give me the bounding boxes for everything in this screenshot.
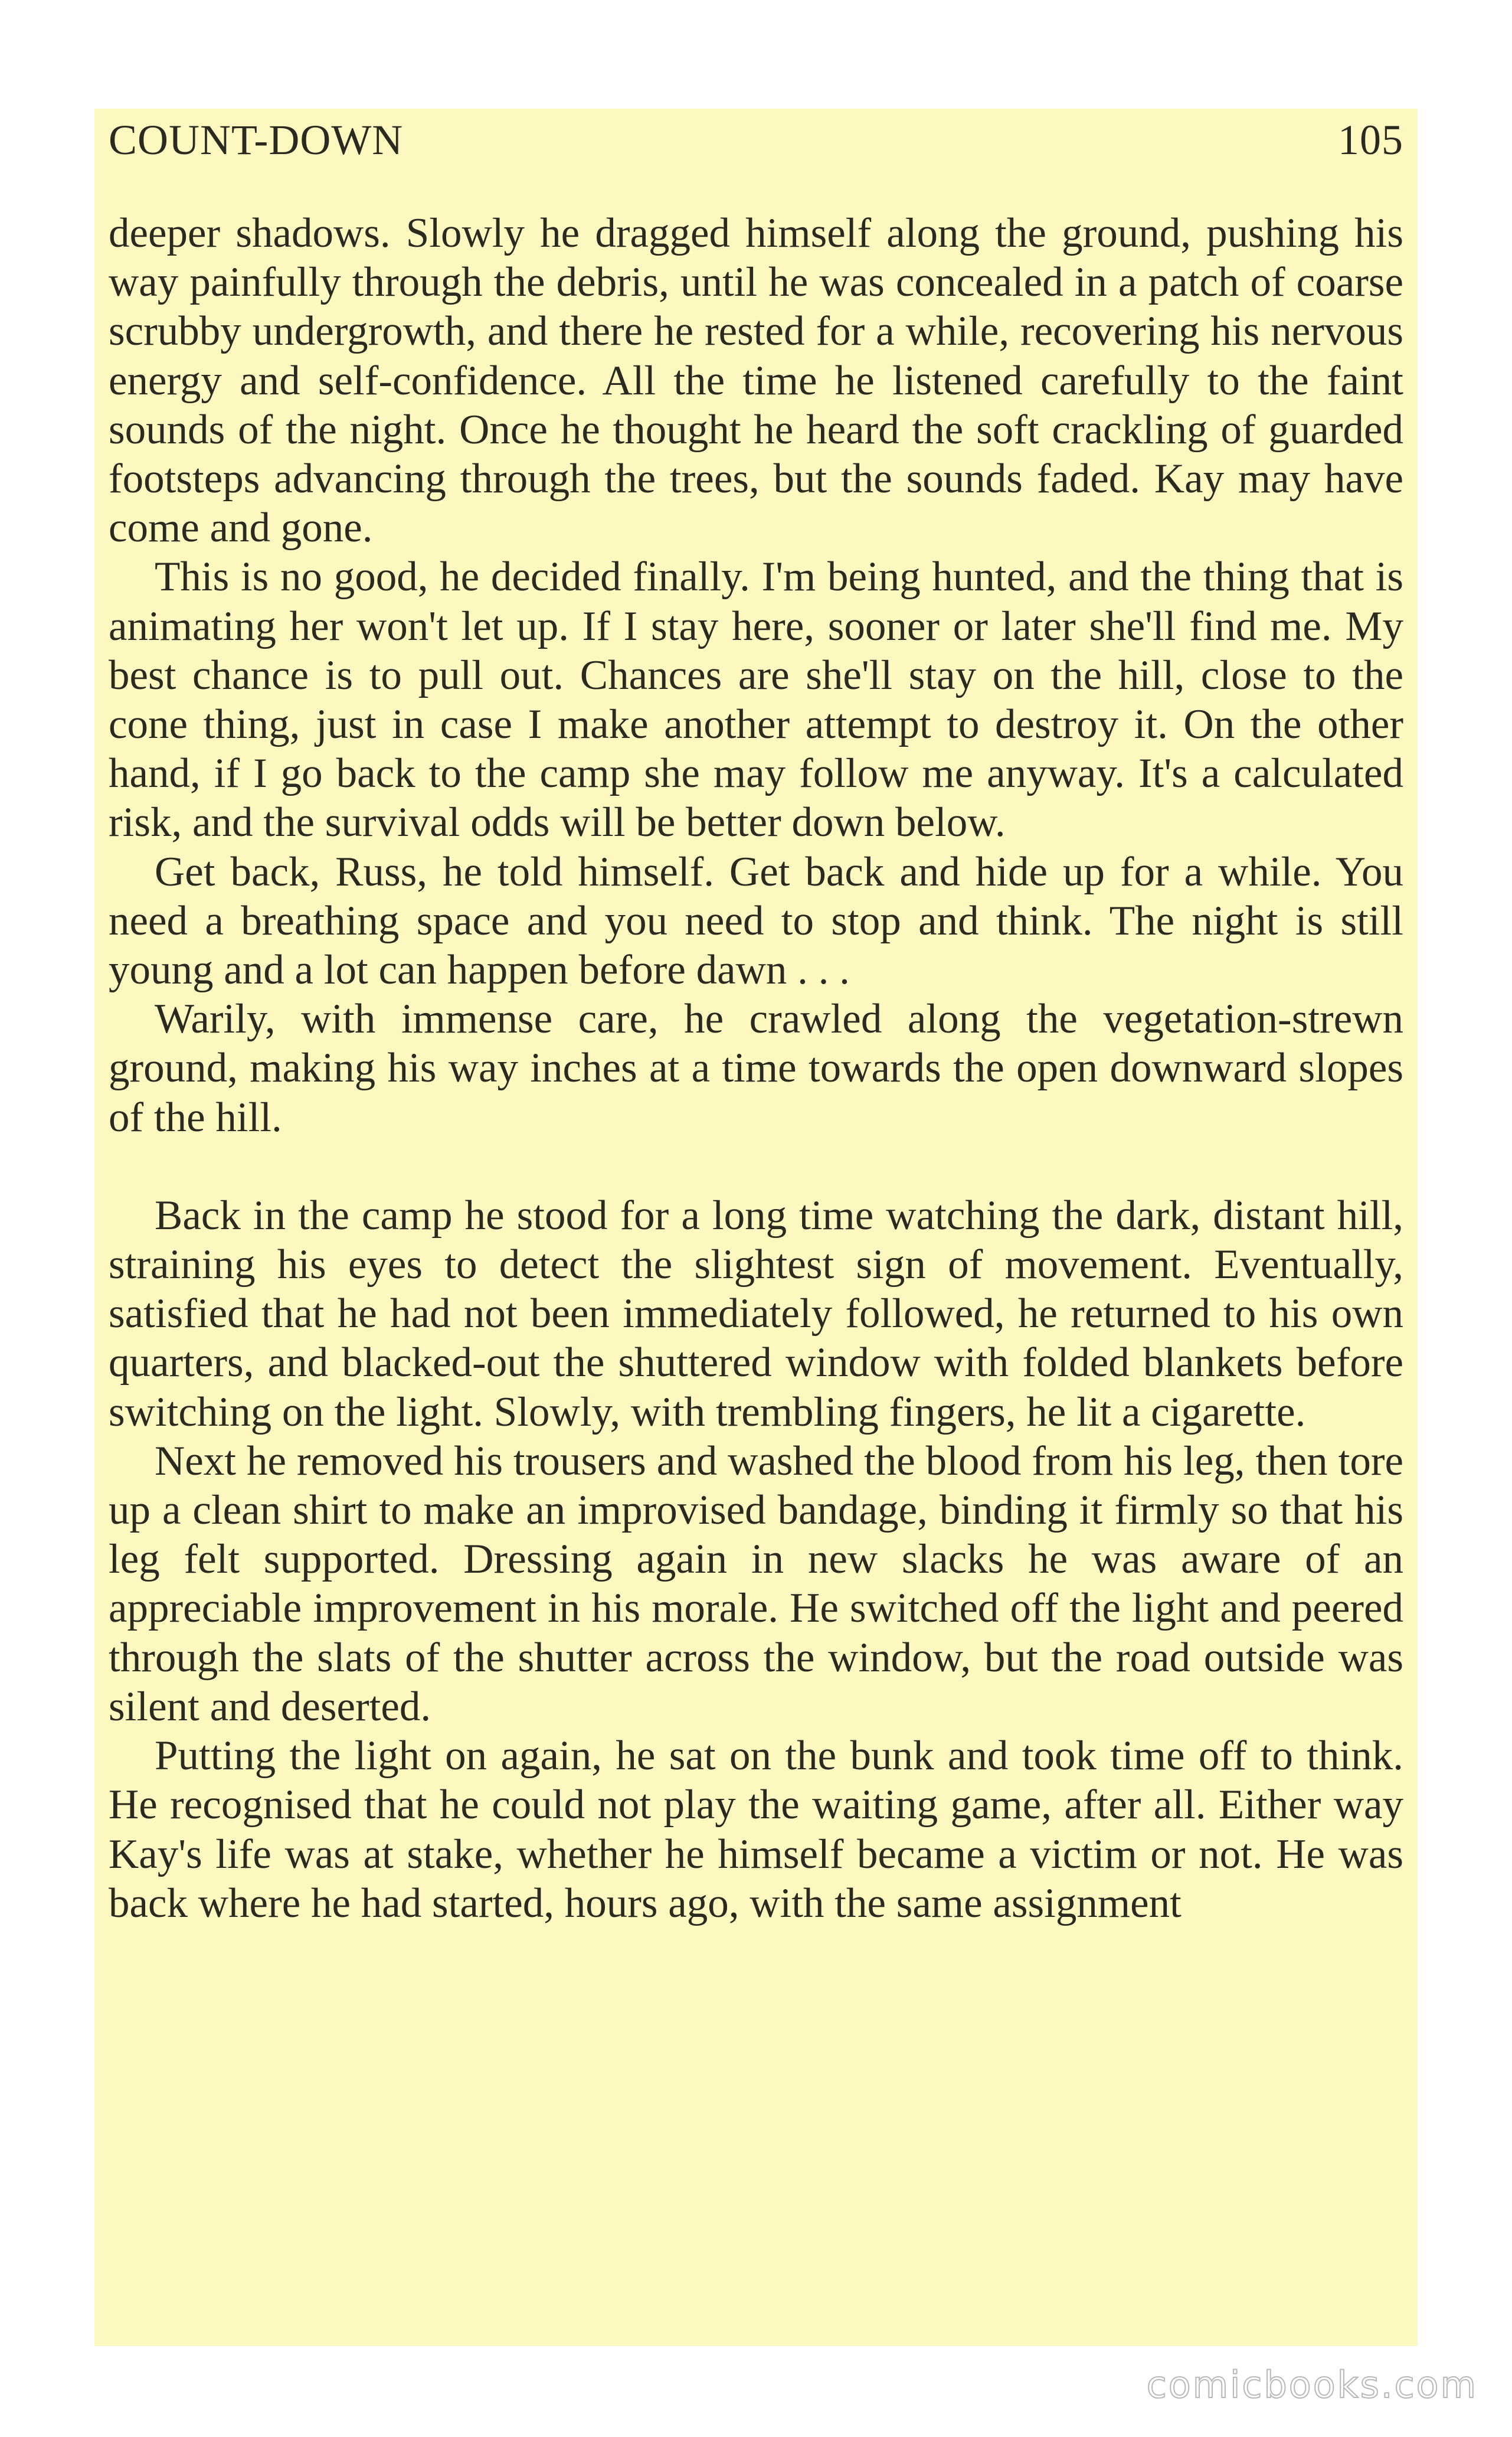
- paragraph: This is no good, he decided finally. I'm being hunted, and the thing that is animating her won't let up. If I stay here, sooner or later she'll find me. My best chance is to pull out. Chances are she'll stay on the hill, close to the cone thing, just in case I make another attempt to destroy it. On the other hand, if I go back to the camp she may follow me anyway. It's a calculated risk, and the survival odds will be better down below.: [109, 554, 1403, 846]
- body-text: [109, 209, 1403, 1928]
- paragraph: Putting the light on again, he sat on the bunk and took time off to think. He recognised that he could not play the waiting game, after all. Either way Kay's life was at stake, whether he himself became a victim or not. He was back where he had started, hours ago, with the same assignment: [109, 1733, 1403, 1926]
- book-page: [94, 109, 1418, 2346]
- paragraph: deeper shadows. Slowly he dragged himself along the ground, pushing his way painfully through the debris, until he was concealed in a patch of coarse scrubby undergrowth, and there he rested for a while, recovering his nervous energy and self-confidence. All the time he listened carefully to the faint sounds of the night. Once he thought he heard the soft crackling of guarded footsteps advancing through the trees, but the sounds faded. Kay may have come and gone.: [109, 210, 1403, 551]
- paragraph: Warily, with immense care, he crawled along the vegetation-strewn ground, making his way inches at a time towards the open downward slopes of the hill.: [109, 996, 1403, 1141]
- page-number: 105: [1338, 116, 1403, 164]
- paragraph: Get back, Russ, he told himself. Get back and hide up for a while. You need a breathing space and you need to stop and think. The night is still young and a lot can happen before dawn . . .: [109, 848, 1403, 994]
- running-head: [109, 116, 1403, 169]
- paragraph: Back in the camp he stood for a long time watching the dark, distant hill, straining his eyes to detect the slightest sign of movement. Eventually, satisfied that he had not been immediately followed, he returned to his own quarters, and blacked-out the shuttered window with folded blankets before switching on the light. Slowly, with trembling fingers, he lit a cigarette.: [109, 1192, 1403, 1435]
- paragraph: Next he removed his trousers and washed the blood from his leg, then tore up a clean shirt to make an improvised bandage, binding it firmly so that his leg felt supported. Dressing again in new slacks he was aware of an appreciable improvement in his morale. He switched off the light and peered through the slats of the shutter across the window, but the road outside was silent and deserted.: [109, 1438, 1403, 1730]
- chapter-title: COUNT-DOWN: [109, 116, 404, 164]
- watermark: comicbooks.com: [1146, 2363, 1478, 2406]
